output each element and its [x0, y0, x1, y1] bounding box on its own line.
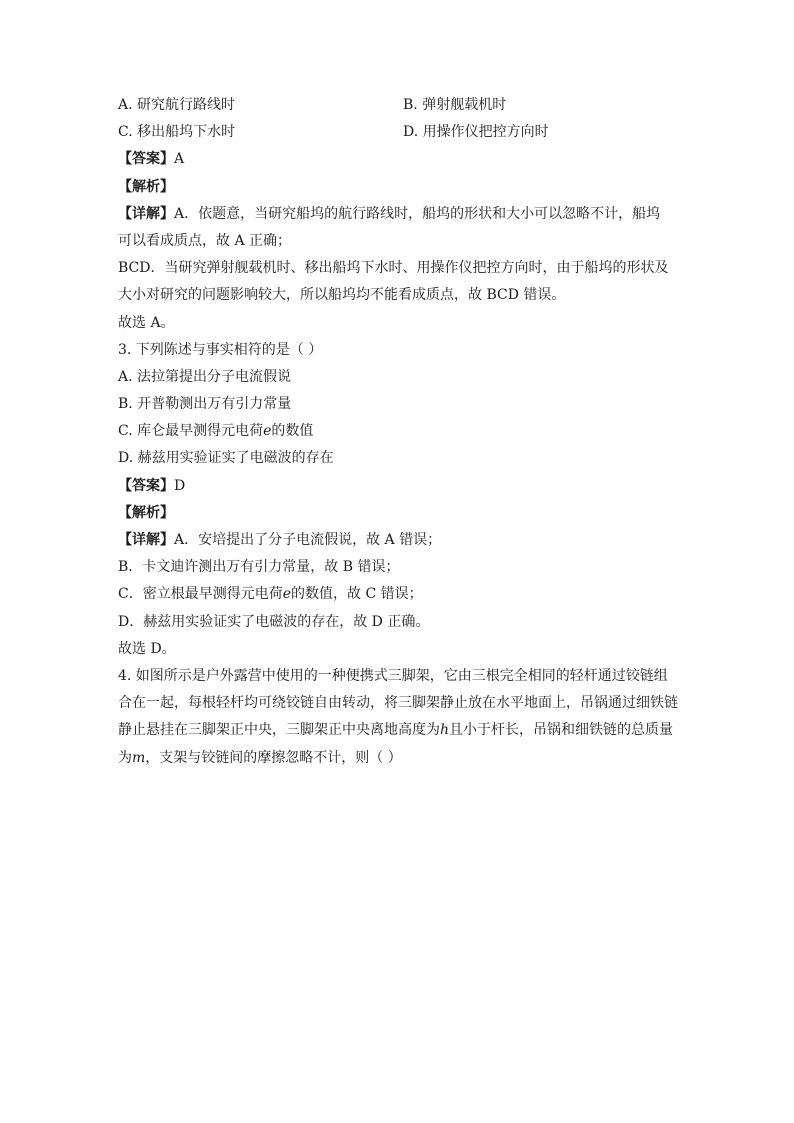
q2-option-b: B. 弹射舰载机时 [403, 97, 507, 113]
q2-option-a: A. 研究航行路线时 [118, 97, 236, 113]
q3-detail-line-2: B．卡文迪许测出万有引力常量，故 B 错误； [118, 559, 400, 576]
q4-stem-line-1: 4. 如图所示是户外露营中使用的一种便携式三脚架，它由三根完全相同的轻杆通过铰链组 [118, 667, 668, 684]
q2-detail-line-3: BCD．当研究弹射舰载机时、移出船坞下水时、用操作仪把控方向时，由于船坞的形状及 [118, 260, 669, 277]
q3-option-d: D. 赫兹用实验证实了电磁波的存在 [118, 450, 334, 467]
q3-option-b: B. 开普勒测出万有引力常量 [118, 396, 292, 413]
stem-text-suffix: 且小于杆长，吊锅和细铁链的总质量 [449, 722, 674, 739]
detail-text-suffix: 的数值，故 C 错误； [291, 586, 423, 603]
analysis-label: 【解析】 [118, 504, 174, 521]
stem-text-suffix: ，支架与铰链间的摩擦忽略不计，则（ ） [145, 749, 402, 766]
q2-detail-line-2: 可以看成质点，故 A 正确； [118, 232, 292, 249]
q2-options-row-2 [118, 119, 688, 146]
answer-value: D [174, 477, 186, 494]
q2-analysis-heading [118, 174, 688, 201]
math-variable-e: e [263, 423, 272, 440]
q3-answer [118, 473, 688, 500]
stem-text: 静止悬挂在三脚架正中央，三脚架正中央离地高度为 [118, 722, 440, 739]
q2-option-c: C. 移出船坞下水时 [118, 124, 236, 141]
q4-stem-line-3 [118, 717, 688, 744]
detail-label: 【详解】 [118, 532, 174, 548]
answer-value: A [174, 151, 185, 168]
q2-answer [118, 146, 688, 173]
q3-stem: 3. 下列陈述与事实相符的是（ ） [118, 341, 323, 358]
q3-detail-line-1 [118, 527, 688, 554]
option-text-suffix: 的数值 [271, 423, 314, 440]
q3-option-a: A. 法拉第提出分子电流假说 [118, 368, 292, 385]
q3-detail-line-3 [118, 581, 688, 608]
detail-text: C．密立根最早测得元电荷 [118, 586, 283, 603]
q2-option-d: D. 用操作仪把控方向时 [403, 124, 549, 141]
math-variable-h: h [440, 722, 450, 739]
detail-text: A．安培提出了分子电流假说，故 A 错误； [174, 532, 442, 548]
q4-stem-line-2: 合在一起，每根轻杆均可绕铰链自由转动，将三脚架静止放在水平地面上，吊锅通过细铁链 [118, 695, 678, 712]
q2-options-row-1 [118, 92, 688, 119]
stem-text: 为 [118, 749, 132, 766]
q2-detail-line-4: 大小对研究的问题影响较大，所以船坞均不能看成质点，故 BCD 错误。 [118, 287, 566, 304]
q2-conclusion: 故选 A。 [118, 314, 175, 331]
q3-conclusion: 故选 D。 [118, 640, 176, 657]
answer-label: 【答案】 [118, 151, 174, 168]
analysis-label: 【解析】 [118, 178, 174, 195]
q3-option-c [118, 418, 688, 445]
q4-stem-line-4 [118, 745, 688, 772]
math-variable-e: e [282, 586, 292, 603]
detail-label: 【详解】 [118, 205, 174, 222]
q3-analysis-heading [118, 500, 688, 527]
detail-text: A．依题意，当研究船坞的航行路线时，船坞的形状和大小可以忽略不计，船坞 [174, 205, 661, 222]
math-variable-m: m [132, 749, 146, 766]
q3-detail-line-4: D．赫兹用实验证实了电磁波的存在，故 D 正确。 [118, 613, 430, 630]
document-page [118, 92, 688, 772]
option-text: C. 库仑最早测得元电荷 [118, 423, 264, 440]
answer-label: 【答案】 [118, 477, 174, 494]
q2-detail-line-1 [118, 201, 688, 228]
